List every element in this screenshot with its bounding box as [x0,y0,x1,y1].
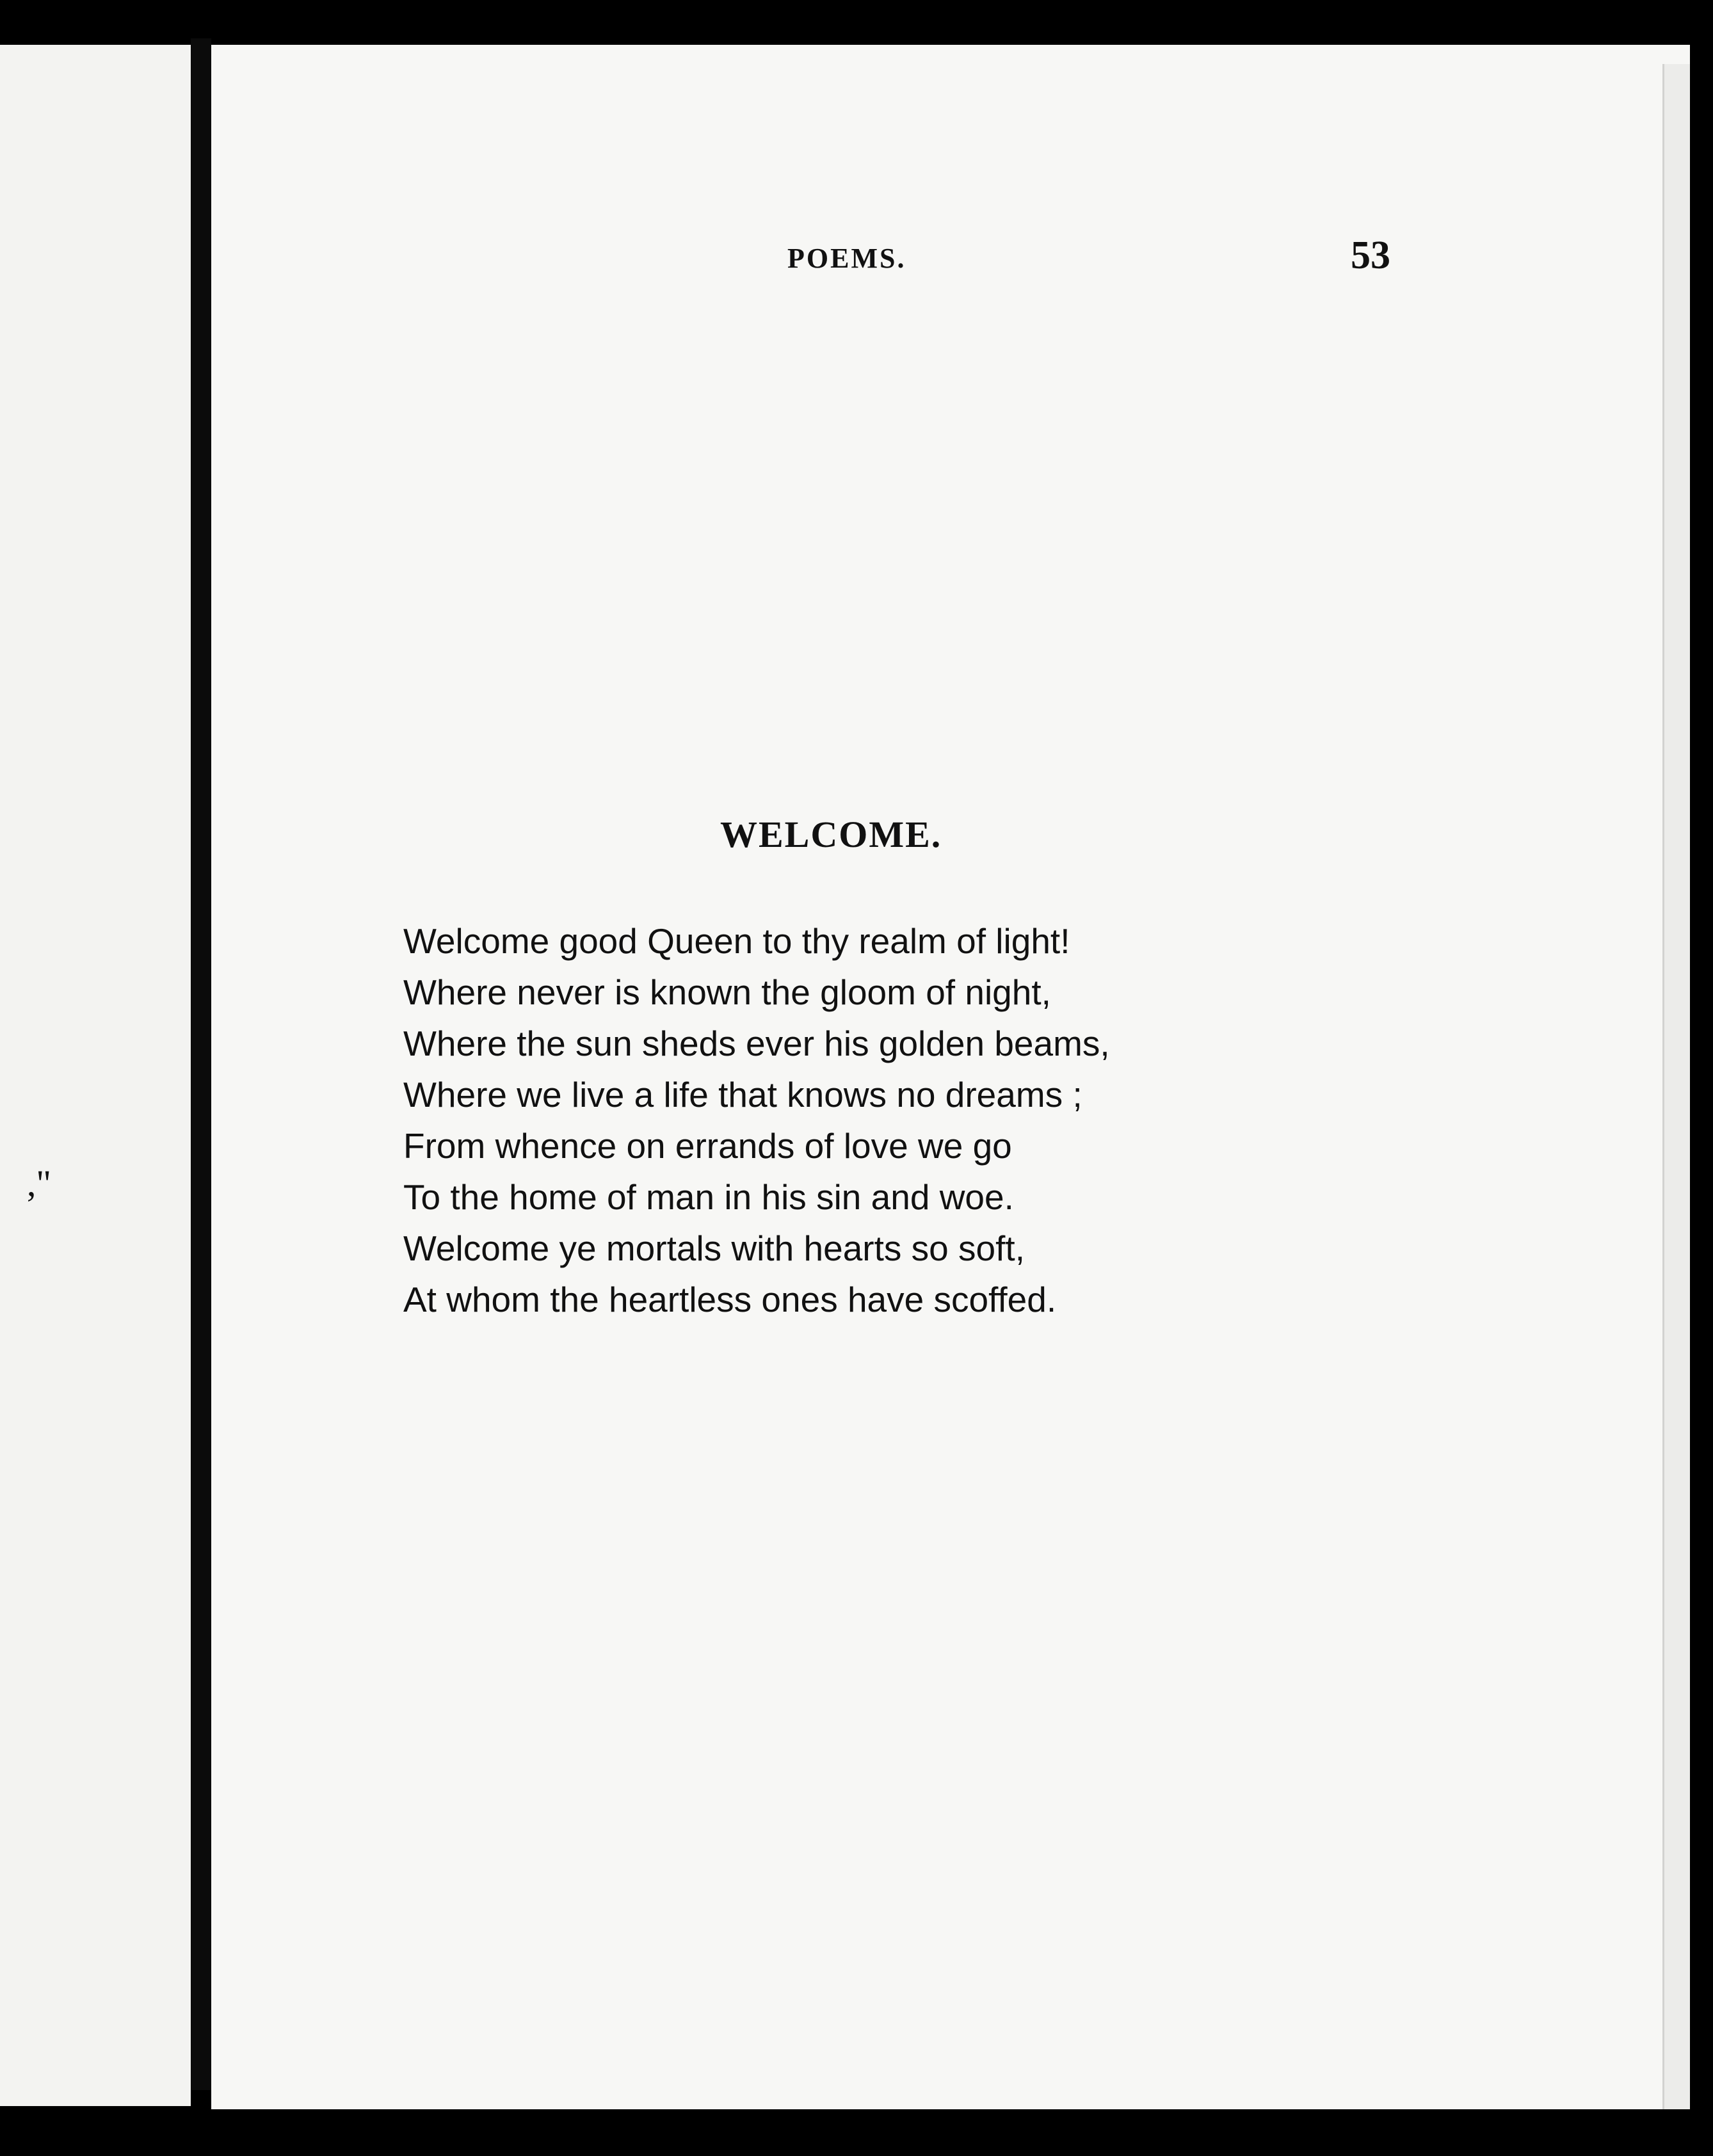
poem-line: Where the sun sheds ever his golden beams, [403,1024,1110,1063]
poem-line: To the home of man in his sin and woe. [403,1177,1014,1217]
poem-line: At whom the heartless ones have scoffed. [403,1280,1057,1319]
poem-line: Welcome good Queen to thy realm of light! [403,921,1070,961]
poem-line: Where never is known the gloom of night, [403,972,1051,1012]
poem-body [403,915,1110,1325]
book-page [211,45,1690,2109]
poem-title: WELCOME. [720,814,942,855]
poem-line: Welcome ye mortals with hearts so soft, [403,1228,1025,1268]
left-page-text-fragment: ," [26,1162,51,1204]
poem-line: From whence on errands of love we go [403,1126,1012,1166]
page-number: 53 [1351,234,1390,277]
page-edge [1662,64,1690,2109]
running-head: POEMS. [787,243,906,274]
left-facing-page [0,45,191,2106]
book-gutter [191,38,211,2090]
poem-line: Where we live a life that knows no dreams ; [403,1075,1082,1114]
